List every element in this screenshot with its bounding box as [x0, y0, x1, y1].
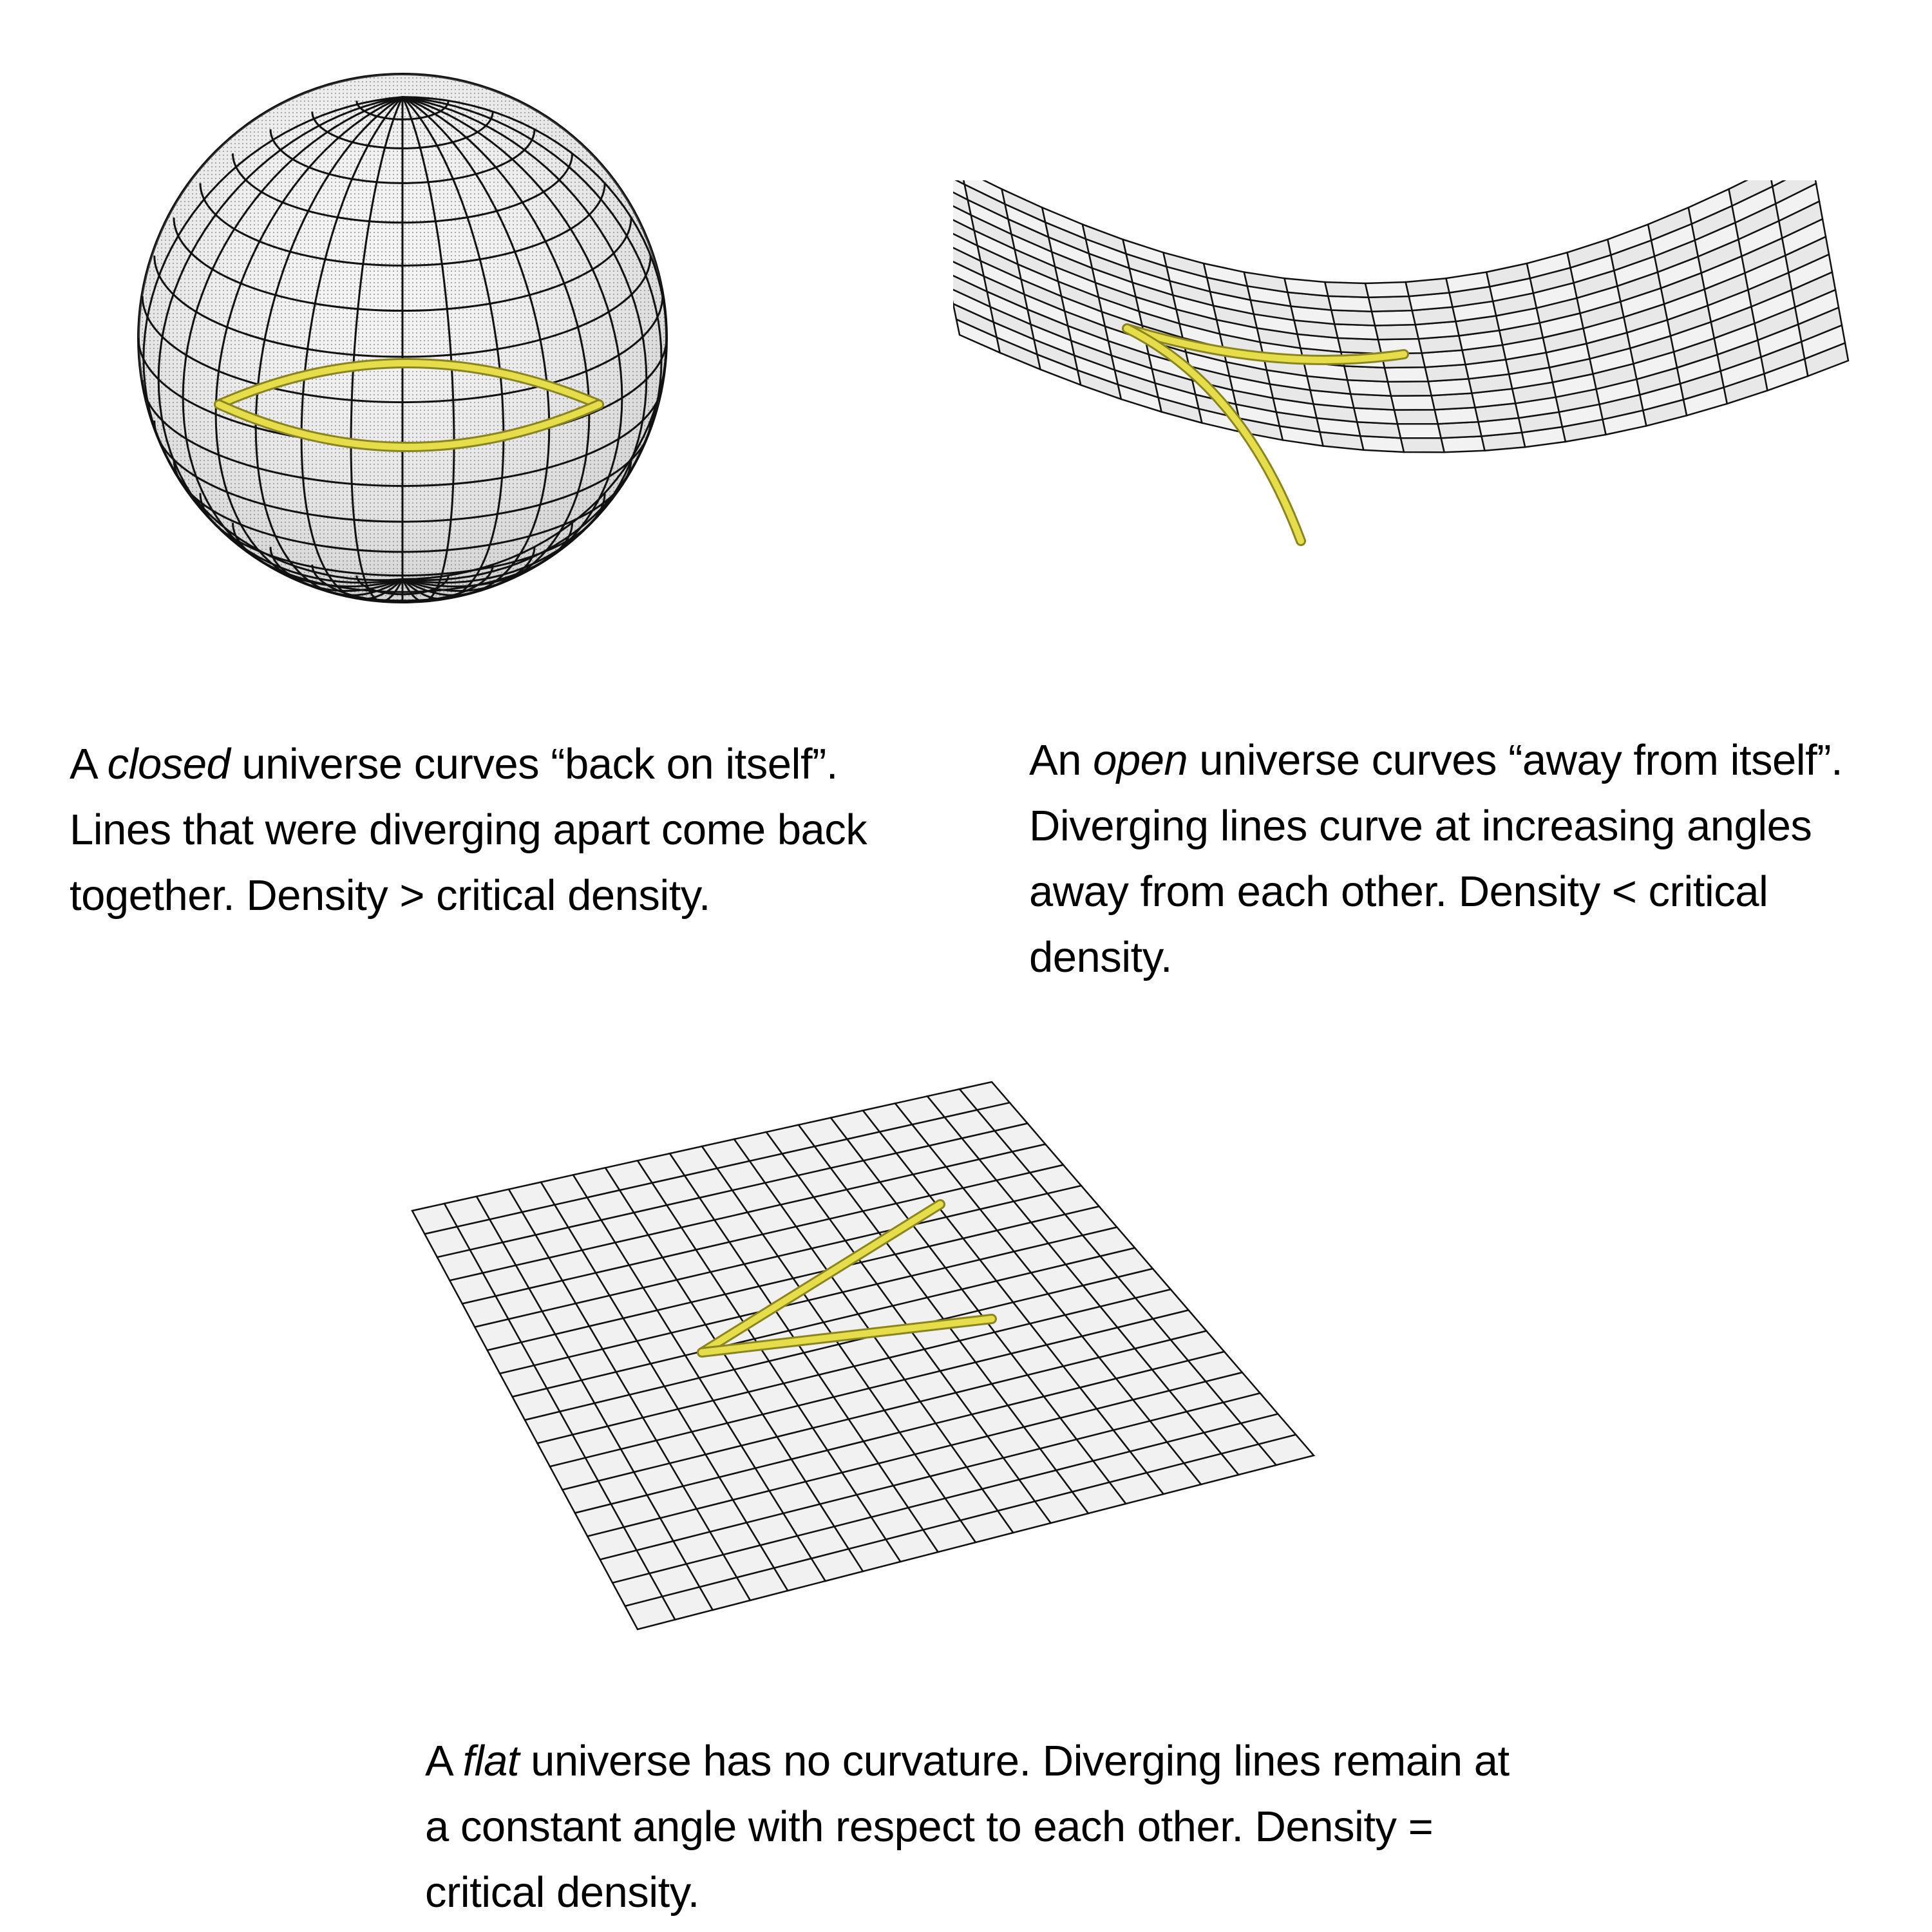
sphere-surface — [129, 64, 683, 618]
flat-caption-text: universe has no curvature. Diverging lines remain at a constant angle with respect to each other. Density = critical density. — [425, 1737, 1510, 1917]
plane-surface — [386, 1075, 1327, 1642]
flat-caption-prefix: A — [425, 1737, 463, 1785]
flat-caption-emphasis: flat — [462, 1737, 519, 1785]
closed-caption-emphasis: closed — [107, 740, 231, 788]
open-caption-text: universe curves “away from itself”. Diverging lines curve at increasing angles away from each other. Density < critical density. — [1029, 736, 1843, 981]
flat-universe-figure — [386, 1075, 1327, 1642]
plane-grid-lines — [412, 1082, 1314, 1629]
closed-universe-figure — [129, 64, 683, 618]
closed-caption-prefix: A — [70, 740, 108, 788]
open-universe-figure — [953, 180, 1868, 592]
saddle-grid-lines — [953, 180, 1848, 452]
saddle-surface — [953, 180, 1868, 592]
closed-universe-caption — [70, 732, 907, 929]
closed-caption-text: universe curves “back on itself”. Lines that were diverging apart come back together. Density > critical density. — [70, 740, 867, 920]
open-caption-prefix: An — [1029, 736, 1094, 784]
open-universe-caption — [1029, 728, 1918, 990]
open-caption-emphasis: open — [1093, 736, 1188, 784]
flat-universe-caption — [425, 1728, 1520, 1926]
